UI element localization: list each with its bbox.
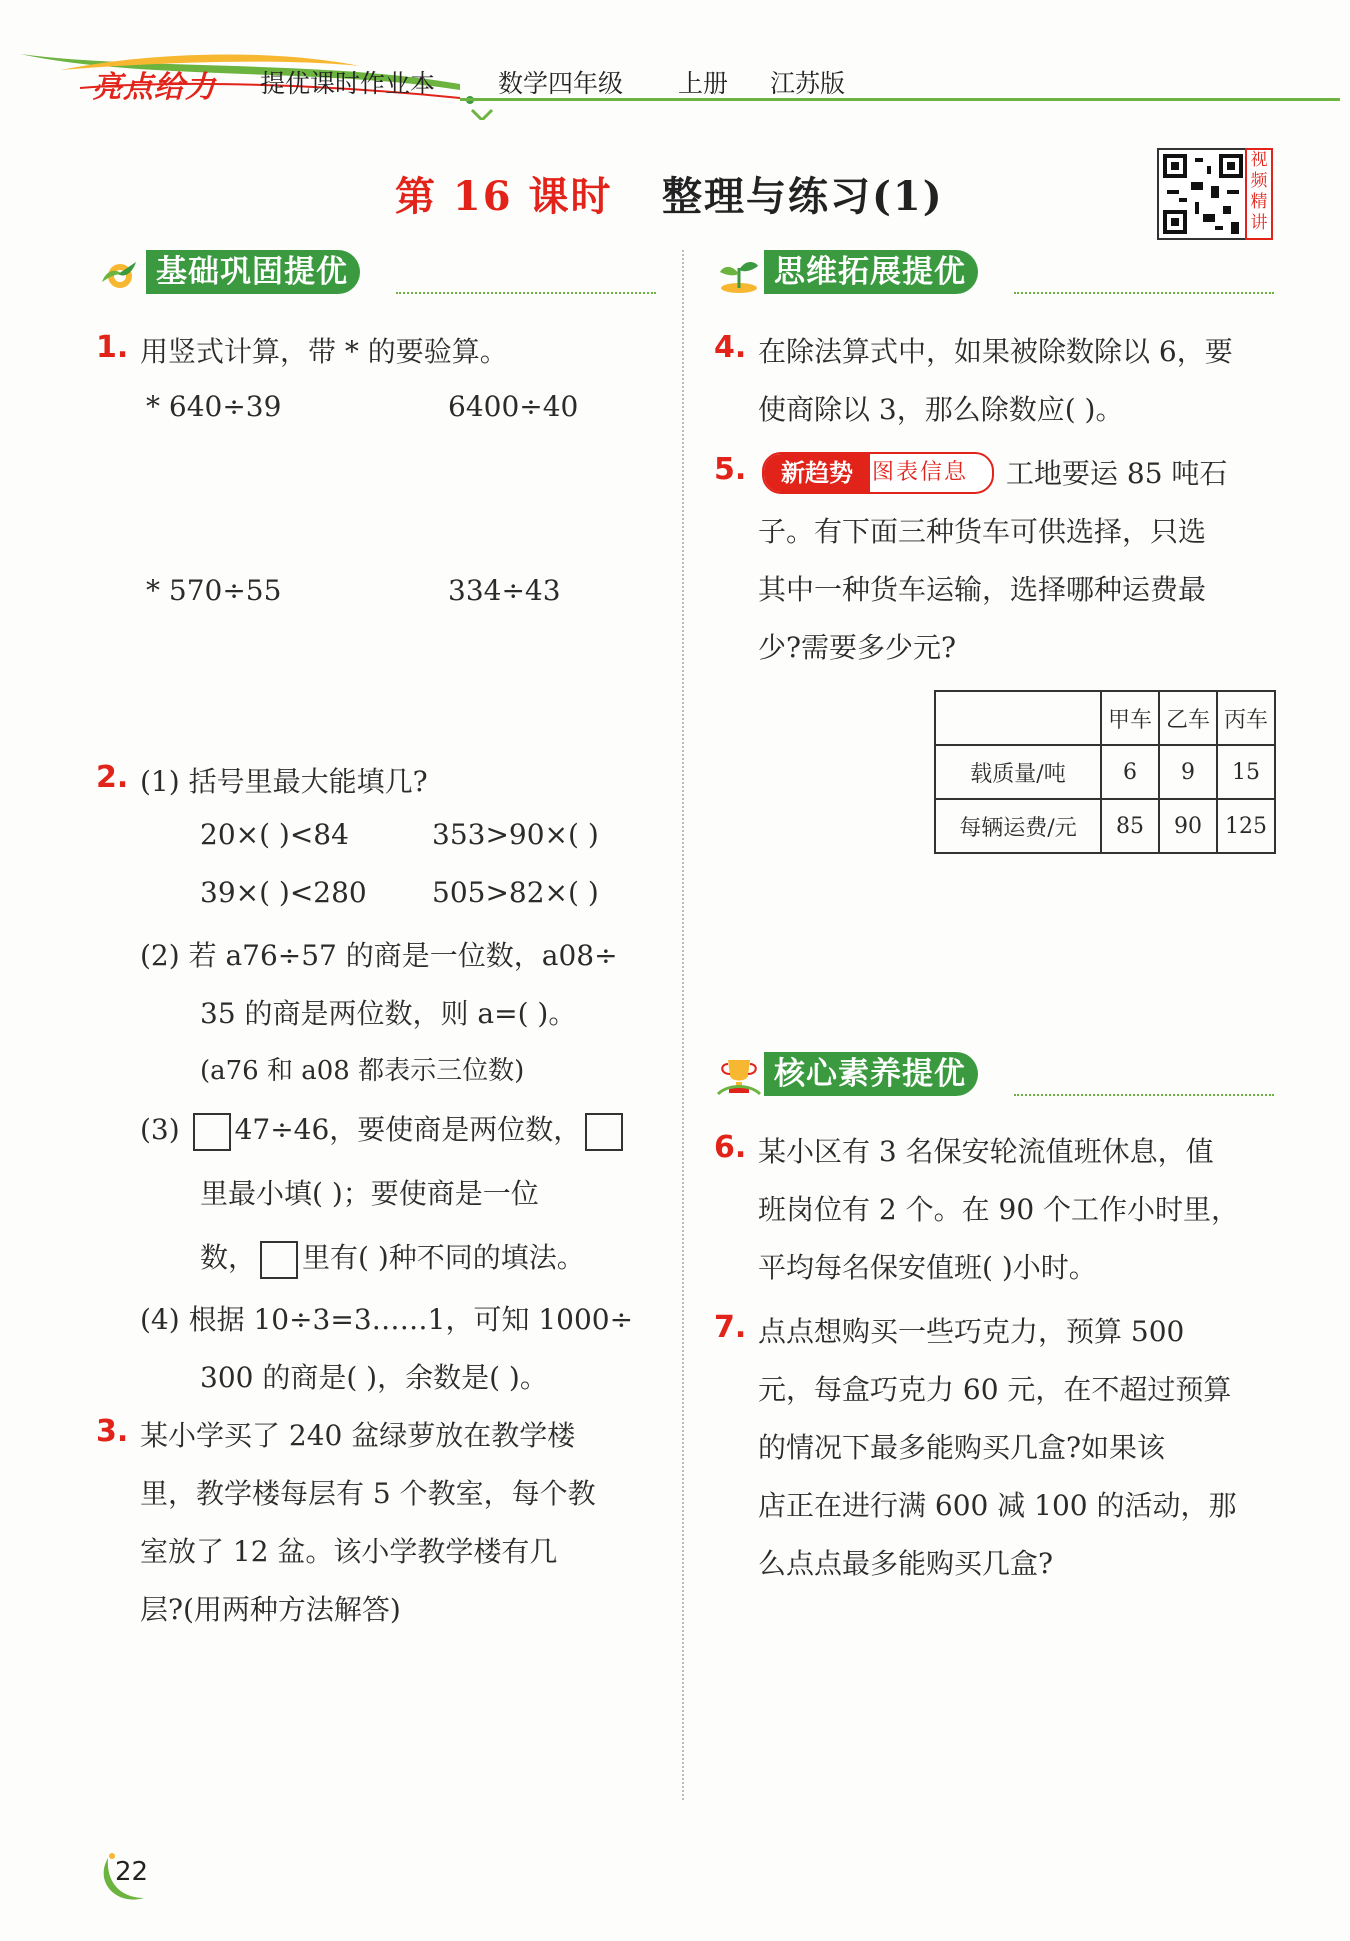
header-volume: 上册 [678, 69, 729, 98]
q1-expression-a: * 640÷39 [146, 390, 282, 423]
question-1-text: 用竖式计算，带 * 的要验算。 [140, 335, 508, 368]
q3-line1: 某小学买了 240 盆绿萝放在教学楼 [140, 1419, 576, 1452]
q2-part1-d: 505>82×( ) [432, 876, 599, 909]
question-1-number: 1. [96, 330, 129, 365]
q6-line2: 班岗位有 2 个。在 90 个工作小时里， [758, 1193, 1240, 1226]
table-header-cell [935, 691, 1101, 745]
q2-part4-line2: 300 的商是( )，余数是( )。 [200, 1361, 548, 1394]
table-row-label: 载质量/吨 [935, 745, 1101, 799]
blank-box[interactable] [585, 1113, 623, 1151]
brand-subtitle: 提优课时作业本 [260, 69, 436, 98]
section-rule [1014, 1094, 1274, 1096]
q2-part2-note: (a76 和 a08 都表示三位数) [200, 1056, 525, 1086]
question-3-number: 3. [96, 1414, 129, 1449]
table-row [935, 745, 1275, 799]
q7-line5: 么点点最多能购买几盒? [758, 1547, 1054, 1580]
section-thinking [714, 250, 1274, 296]
table-cell: 85 [1101, 799, 1159, 853]
q2-part3-text: 47÷46，要使商是两位数， [234, 1113, 582, 1146]
q7-line1: 点点想购买一些巧克力，预算 500 [758, 1315, 1185, 1348]
question-4-number: 4. [714, 330, 747, 365]
q2-part3-prefix: 数， [200, 1241, 257, 1274]
column-divider [682, 250, 684, 1800]
question-5-number: 5. [714, 452, 747, 487]
table-header-cell: 甲车 [1101, 691, 1159, 745]
brand-logo: 亮点给力 [92, 70, 216, 105]
table-cell: 15 [1217, 745, 1275, 799]
q2-part2-line1: (2) 若 a76÷57 的商是一位数，a08÷ [140, 939, 618, 972]
q2-part2-line2: 35 的商是两位数，则 a=( )。 [200, 997, 577, 1030]
trend-badge [762, 452, 994, 494]
blank-box[interactable] [193, 1113, 231, 1151]
table-header-cell: 丙车 [1217, 691, 1275, 745]
q7-line2: 元，每盒巧克力 60 元，在不超过预算 [758, 1373, 1232, 1406]
q2-part1-text: (1) 括号里最大能填几? [140, 765, 428, 798]
q2-part3-line1 [140, 1108, 627, 1151]
section-basic [96, 250, 656, 296]
q5-line1: 工地要运 85 吨石 [1006, 457, 1228, 490]
section-rule [1014, 292, 1274, 294]
q2-part4-line1: (4) 根据 10÷3=3……1，可知 1000÷ [140, 1303, 634, 1336]
lesson-number: 第 16 课时 [395, 173, 613, 220]
q3-line2: 里，教学楼每层有 5 个教室，每个教 [140, 1477, 596, 1510]
section-basic-label: 基础巩固提优 [146, 250, 360, 294]
truck-fee-table [934, 690, 1276, 854]
header-subject: 数学四年级 [498, 69, 624, 98]
q6-line3: 平均每名保安值班( )小时。 [758, 1251, 1097, 1284]
q5-line3: 其中一种货车运输，选择哪种运费最 [758, 573, 1207, 606]
q2-part3-line3 [200, 1236, 585, 1279]
page-number: 22 [115, 1857, 149, 1887]
header-edition: 江苏版 [770, 69, 846, 98]
q7-line3: 的情况下最多能购买几盒?如果该 [758, 1431, 1166, 1464]
q4-line1: 在除法算式中，如果被除数除以 6，要 [758, 335, 1233, 368]
section-thinking-label: 思维拓展提优 [764, 250, 978, 294]
table-header-cell: 乙车 [1159, 691, 1217, 745]
question-2-number: 2. [96, 760, 129, 795]
table-cell: 125 [1217, 799, 1275, 853]
question-6-number: 6. [714, 1130, 747, 1165]
q3-line4: 层?(用两种方法解答) [140, 1593, 401, 1626]
sprout-icon [714, 252, 764, 296]
q2-part1-a: 20×( )<84 [200, 818, 349, 851]
q3-line3: 室放了 12 盆。该小学教学楼有几 [140, 1535, 558, 1568]
question-7-number: 7. [714, 1310, 747, 1345]
trend-badge-label: 新趋势 [764, 454, 870, 492]
q1-expression-c: * 570÷55 [146, 574, 282, 607]
video-lecture-tag: 视频精讲 [1245, 148, 1273, 240]
trophy-icon [714, 1054, 764, 1098]
table-cell: 90 [1159, 799, 1217, 853]
page-title: 整理与练习(1) [662, 173, 944, 220]
q2-part1-b: 353>90×( ) [432, 818, 599, 851]
section-rule [396, 292, 656, 294]
q1-expression-b: 6400÷40 [448, 390, 579, 423]
q2-part1-c: 39×( )<280 [200, 876, 367, 909]
table-cell: 6 [1101, 745, 1159, 799]
q1-expression-d: 334÷43 [448, 574, 561, 607]
section-core-label: 核心素养提优 [764, 1052, 978, 1096]
q5-line2: 子。有下面三种货车可供选择，只选 [758, 515, 1207, 548]
q2-part3-suffix: 里有( )种不同的填法。 [302, 1241, 585, 1274]
chart-info-label: 图表信息 [872, 460, 969, 485]
table-header-row [935, 691, 1275, 745]
q7-line4: 店正在进行满 600 减 100 的活动，那 [758, 1489, 1237, 1522]
table-row-label: 每辆运费/元 [935, 799, 1101, 853]
gear-leaf-icon [96, 252, 146, 296]
q4-line2: 使商除以 3，那么除数应( )。 [758, 393, 1124, 426]
table-cell: 9 [1159, 745, 1217, 799]
blank-box[interactable] [260, 1241, 298, 1279]
q6-line1: 某小区有 3 名保安轮流值班休息，值 [758, 1135, 1214, 1168]
q5-line4: 少?需要多少元? [758, 631, 957, 664]
q2-part3-line2: 里最小填( )；要使商是一位 [200, 1177, 539, 1210]
section-core [714, 1052, 1274, 1098]
page-header [20, 40, 1330, 120]
qr-code-icon[interactable] [1157, 148, 1249, 240]
table-row [935, 799, 1275, 853]
q2-part3-label: (3) [140, 1113, 180, 1146]
